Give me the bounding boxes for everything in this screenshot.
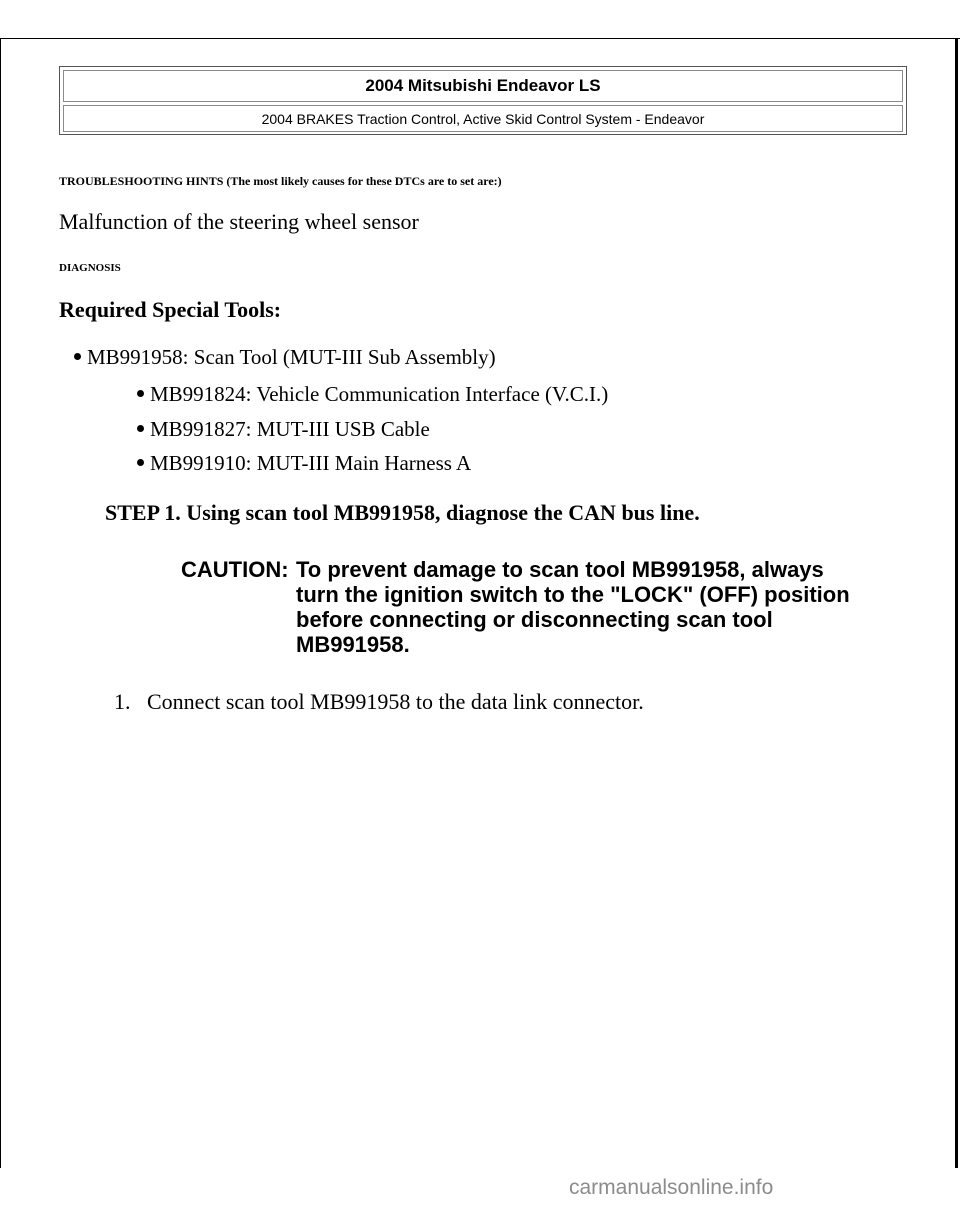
page-border-right — [955, 38, 958, 1168]
page-border-left — [0, 38, 1, 1168]
tool-label: MB991958: Scan Tool (MUT-III Sub Assembly) — [87, 345, 496, 369]
bullet-icon — [137, 390, 144, 397]
step-number: 1. — [114, 689, 131, 714]
step-1-heading: STEP 1. Using scan tool MB991958, diagnose the CAN bus line. — [105, 500, 700, 525]
watermark: carmanualsonline.info — [569, 1176, 774, 1199]
tool-label: MB991827: MUT-III USB Cable — [150, 417, 430, 441]
diagnosis-heading: DIAGNOSIS — [59, 262, 121, 274]
tool-list-item — [137, 382, 608, 407]
step-text: Connect scan tool MB991958 to the data link connector. — [147, 689, 644, 714]
document-title: 2004 Mitsubishi Endeavor LS — [63, 70, 903, 102]
special-tools-heading: Required Special Tools: — [59, 297, 282, 322]
tool-label: MB991824: Vehicle Communication Interface (V.C.I.) — [150, 382, 609, 406]
caution-label: CAUTION: — [181, 557, 289, 582]
procedure-step — [114, 689, 644, 715]
bullet-icon — [74, 353, 81, 360]
caution-text: To prevent damage to scan tool MB991958, always turn the ignition switch to the "LOCK" (OFF) position before connecting or disconnecting scan tool MB991958. — [296, 557, 850, 657]
tool-list-item — [74, 345, 496, 370]
page-border-top — [0, 38, 960, 39]
bullet-icon — [137, 425, 144, 432]
tool-list-item — [137, 451, 471, 476]
malfunction-text: Malfunction of the steering wheel sensor — [59, 209, 419, 234]
tool-list-item — [137, 417, 430, 442]
document-subtitle: 2004 BRAKES Traction Control, Active Skid Control System - Endeavor — [63, 105, 903, 132]
troubleshooting-hints-heading: TROUBLESHOOTING HINTS (The most likely causes for these DTCs are to set are:) — [59, 174, 502, 188]
tool-label: MB991910: MUT-III Main Harness A — [150, 451, 472, 475]
bullet-icon — [137, 459, 144, 466]
document-header — [59, 66, 907, 135]
